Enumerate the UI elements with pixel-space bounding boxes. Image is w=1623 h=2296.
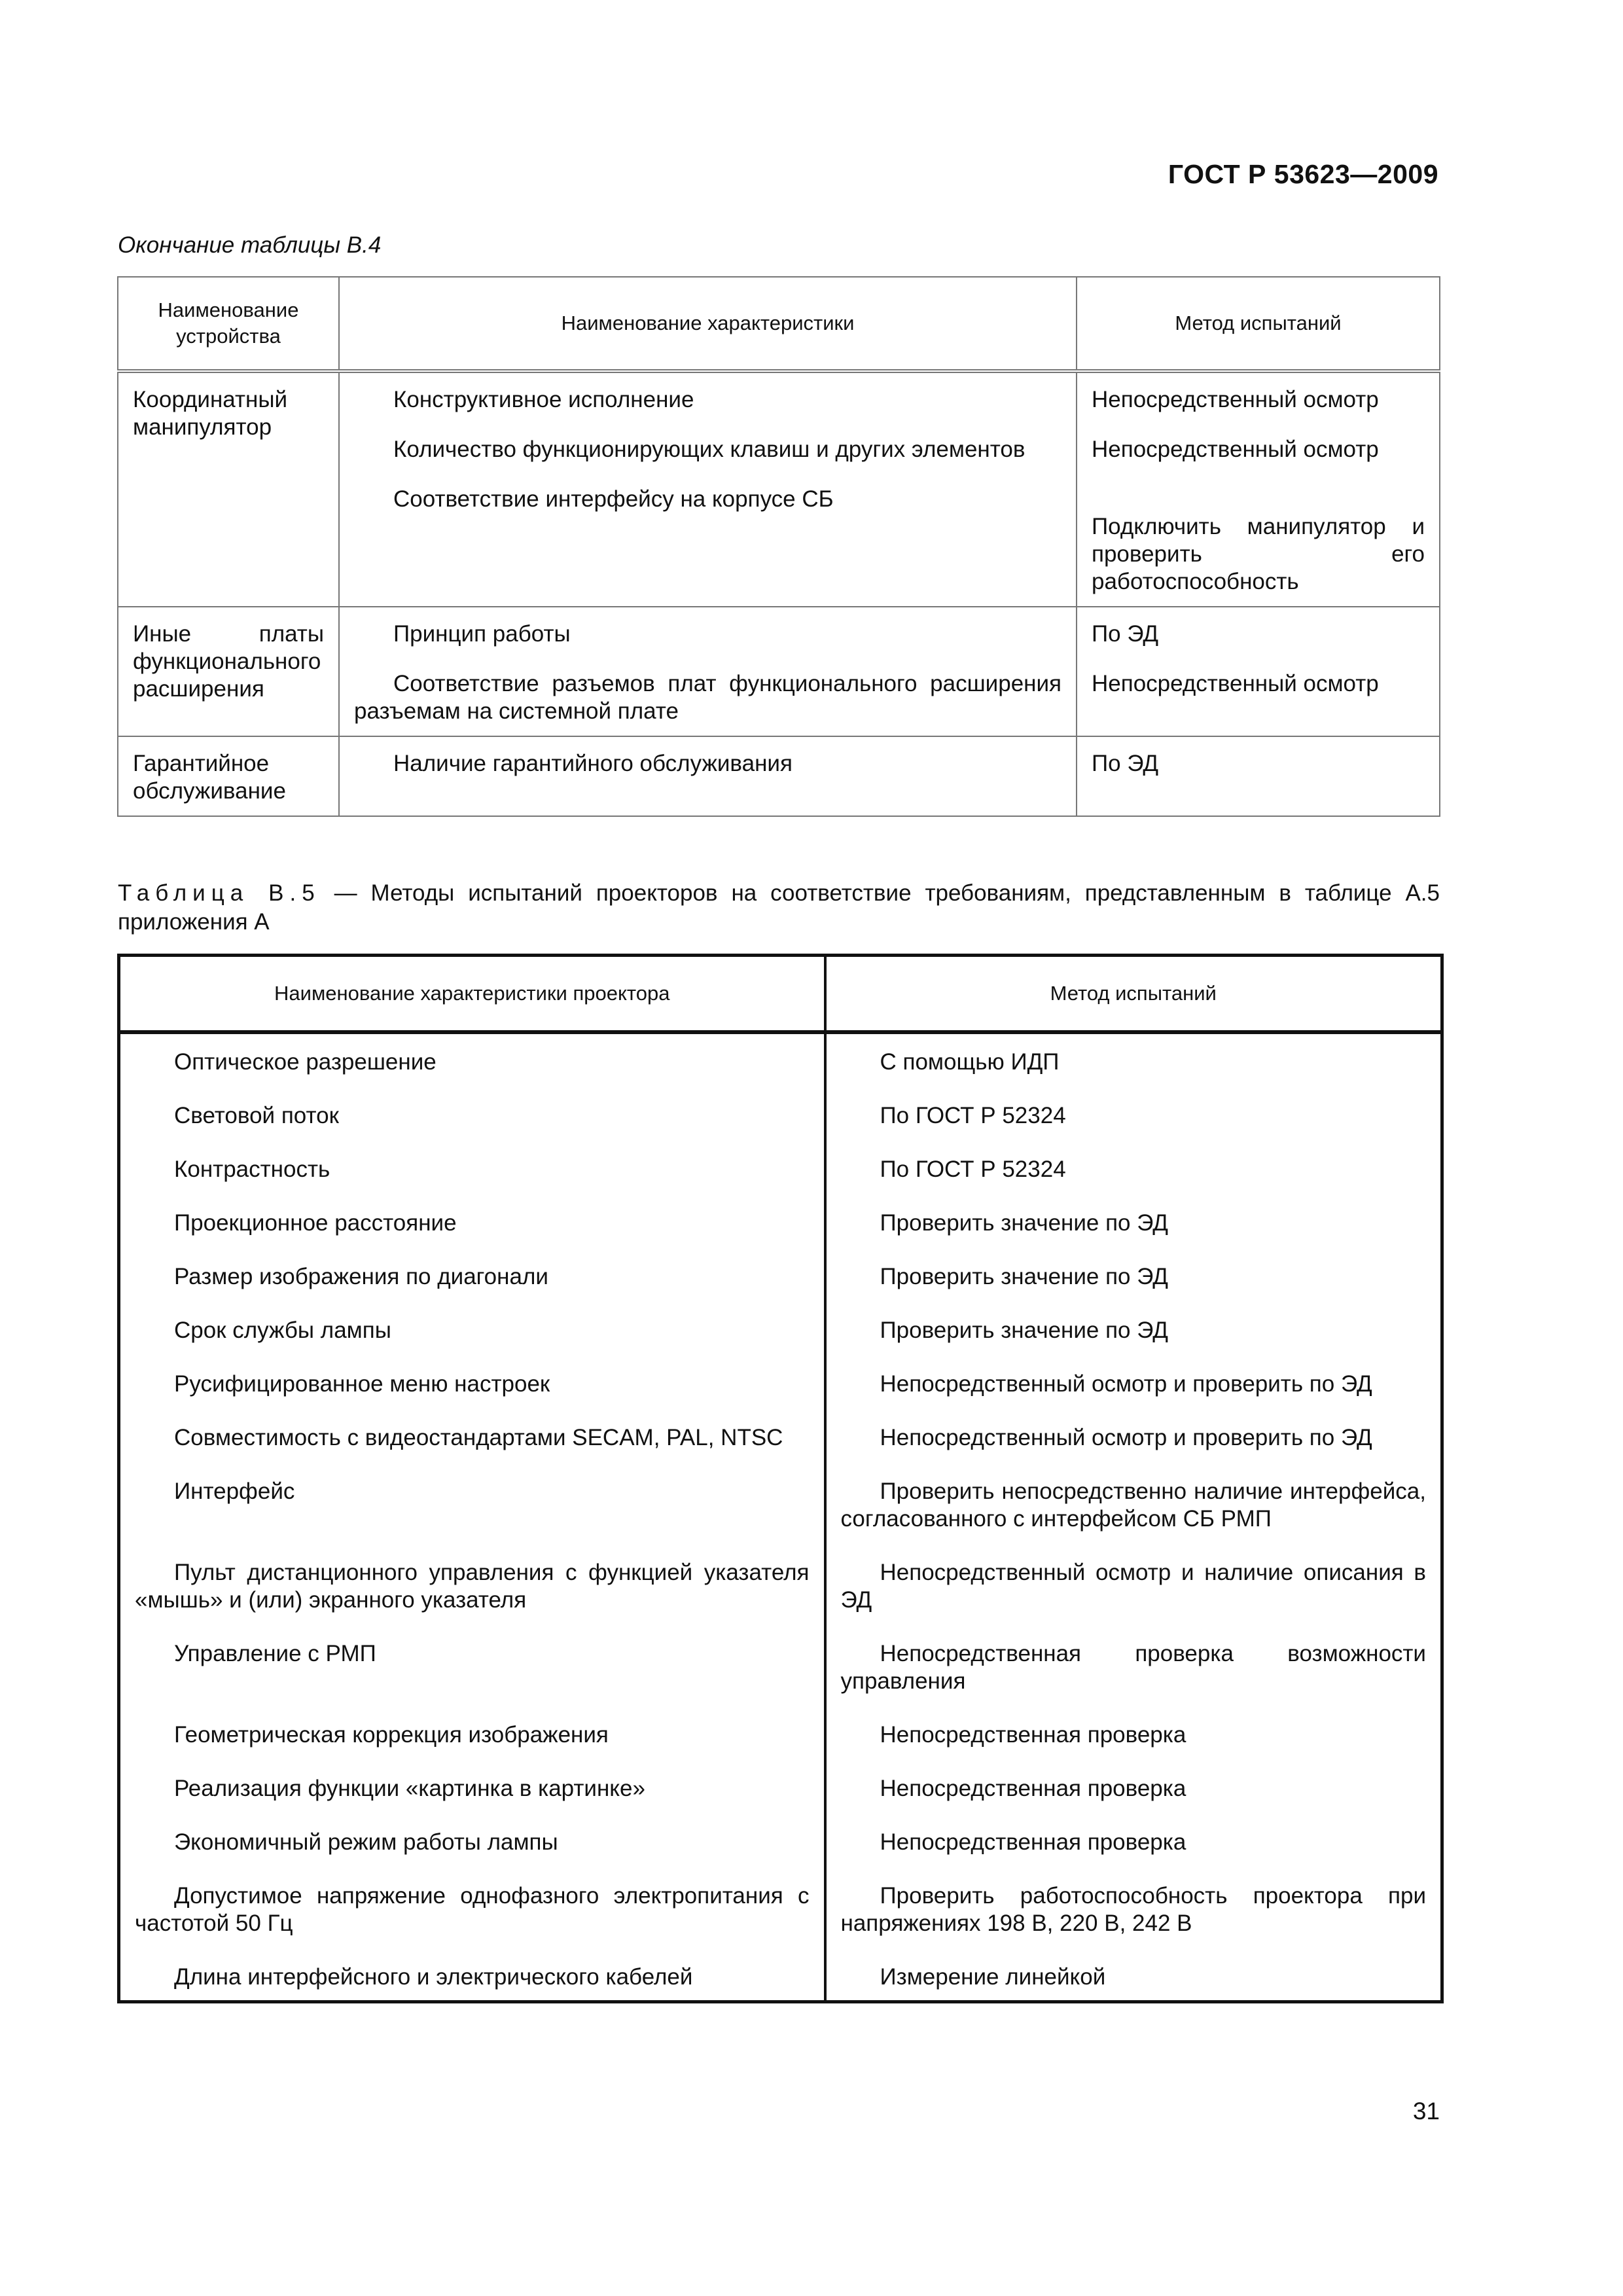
characteristic-cell: Экономичный режим работы лампы	[119, 1829, 825, 1882]
characteristic-cell: Длина интерфейсного и электрического кабелей	[119, 1964, 825, 2002]
device-cell: Координатный манипулятор	[118, 371, 339, 607]
table-row	[118, 736, 1440, 816]
table-b5	[117, 954, 1444, 2003]
method-cell: Непосредственная проверка	[825, 1829, 1442, 1882]
method-text: По ЭД	[1092, 751, 1159, 776]
method-cell: Непосредственный осмотр и проверить по ЭД	[825, 1424, 1442, 1478]
device-cell: Иные платы функционального расширения	[118, 607, 339, 736]
characteristic-cell	[339, 736, 1077, 816]
method-text: По ЭД	[1092, 621, 1159, 647]
method-cell: Измерение линейкой	[825, 1964, 1442, 2002]
method-cell	[1077, 736, 1440, 816]
characteristic-cell: Русифицированное меню настроек	[119, 1371, 825, 1424]
method-cell: Непосредственная проверка возможности управления	[825, 1640, 1442, 1721]
table-b4	[117, 276, 1440, 817]
characteristic-cell: Совместимость с видеостандартами SECAM, PAL, NTSC	[119, 1424, 825, 1478]
table-row	[119, 1032, 1442, 1102]
table-row	[119, 1964, 1442, 2002]
standard-code: ГОСТ Р 53623—2009	[1168, 159, 1438, 189]
method-text: Непосредственный осмотр	[1092, 437, 1379, 462]
table-row	[118, 371, 1440, 607]
table-b5-label: Таблица В.5	[118, 880, 321, 906]
table-row	[119, 1829, 1442, 1882]
table-b4-header-characteristic: Наименование характеристики	[339, 277, 1077, 371]
table-b5-header-method: Метод испытаний	[825, 956, 1442, 1033]
table-b4-header-row	[118, 277, 1440, 371]
table-row	[119, 1210, 1442, 1263]
characteristic-cell: Допустимое напряжение однофазного электропитания с частотой 50 Гц	[119, 1882, 825, 1964]
table-row	[119, 1317, 1442, 1371]
table-b5-header-row	[119, 956, 1442, 1033]
method-text: Непосредственный осмотр	[1092, 387, 1379, 412]
method-cell: Проверить работоспособность проектора при напряжениях 198 В, 220 В, 242 В	[825, 1882, 1442, 1964]
table-b4-header-method: Метод испытаний	[1077, 277, 1440, 371]
method-cell: Проверить значение по ЭД	[825, 1317, 1442, 1371]
table-row	[119, 1424, 1442, 1478]
characteristic-text: Конструктивное исполнение	[393, 387, 694, 412]
table-row	[118, 607, 1440, 736]
table-row	[119, 1156, 1442, 1210]
method-cell	[1077, 607, 1440, 736]
characteristic-cell: Реализация функции «картинка в картинке»	[119, 1775, 825, 1829]
table-b5-title	[118, 879, 1440, 937]
characteristic-text: Количество функционирующих клавиш и других элементов	[393, 437, 1026, 462]
table-row	[119, 1102, 1442, 1156]
characteristic-cell: Контрастность	[119, 1156, 825, 1210]
characteristic-text: Наличие гарантийного обслуживания	[393, 751, 793, 776]
table-b5-header-characteristic: Наименование характеристики проектора	[119, 956, 825, 1033]
characteristic-cell: Управление с РМП	[119, 1640, 825, 1721]
method-text: Непосредственный осмотр	[1092, 671, 1379, 696]
method-text: Подключить манипулятор и проверить его работоспособность	[1092, 514, 1425, 594]
method-cell: По ГОСТ Р 52324	[825, 1102, 1442, 1156]
method-cell: Непосредственный осмотр и наличие описания в ЭД	[825, 1559, 1442, 1640]
characteristic-cell: Оптическое разрешение	[119, 1032, 825, 1102]
characteristic-cell: Пульт дистанционного управления с функцией указателя «мышь» и (или) экранного указателя	[119, 1559, 825, 1640]
method-cell: По ГОСТ Р 52324	[825, 1156, 1442, 1210]
method-cell: Непосредственная проверка	[825, 1775, 1442, 1829]
characteristic-cell	[339, 371, 1077, 607]
characteristic-cell: Геометрическая коррекция изображения	[119, 1721, 825, 1775]
characteristic-cell: Интерфейс	[119, 1478, 825, 1559]
method-cell: Проверить значение по ЭД	[825, 1210, 1442, 1263]
characteristic-cell: Срок службы лампы	[119, 1317, 825, 1371]
characteristic-text: Соответствие интерфейсу на корпусе СБ	[393, 486, 834, 512]
method-cell	[1077, 371, 1440, 607]
table-row	[119, 1263, 1442, 1317]
characteristic-cell: Световой поток	[119, 1102, 825, 1156]
characteristic-cell: Проекционное расстояние	[119, 1210, 825, 1263]
table-row	[119, 1775, 1442, 1829]
device-cell: Гарантийное обслуживание	[118, 736, 339, 816]
table-row	[119, 1721, 1442, 1775]
table-b4-continuation-caption: Окончание таблицы В.4	[118, 232, 382, 258]
method-cell: Проверить непосредственно наличие интерфейса, согласованного с интерфейсом СБ РМП	[825, 1478, 1442, 1559]
table-row	[119, 1559, 1442, 1640]
method-cell: Непосредственный осмотр и проверить по ЭД	[825, 1371, 1442, 1424]
characteristic-text: Соответствие разъемов плат функционального расширения разъемам на системной плате	[354, 671, 1061, 724]
method-cell: Непосредственная проверка	[825, 1721, 1442, 1775]
characteristic-cell: Размер изображения по диагонали	[119, 1263, 825, 1317]
table-b4-header-device: Наименование устройства	[118, 277, 339, 371]
table-row	[119, 1640, 1442, 1721]
table-row	[119, 1371, 1442, 1424]
page-number: 31	[1412, 2098, 1440, 2125]
method-cell: Проверить значение по ЭД	[825, 1263, 1442, 1317]
characteristic-cell	[339, 607, 1077, 736]
table-b5-title-text: — Методы испытаний проекторов на соответствие требованиям, представленным в таблице А.5 приложения А	[118, 880, 1440, 935]
characteristic-text: Принцип работы	[393, 621, 571, 647]
method-cell: С помощью ИДП	[825, 1032, 1442, 1102]
table-row	[119, 1478, 1442, 1559]
table-row	[119, 1882, 1442, 1964]
